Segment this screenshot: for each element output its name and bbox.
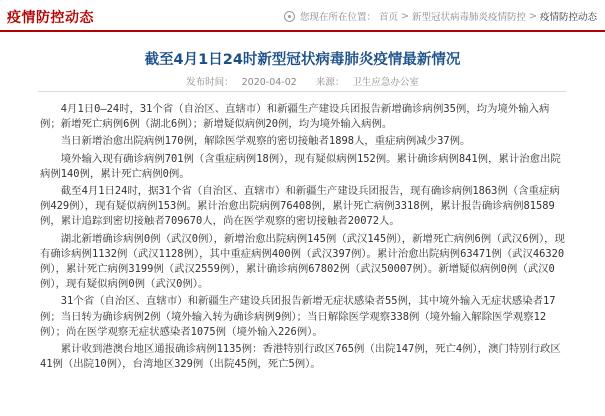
source-label: 来源：: [315, 77, 345, 88]
paragraph: 境外输入现有确诊病例701例（含重症病例18例），现有疑似病例152例。累计确诊病例841例，累计治愈出院病例140例，累计死亡病例0例。: [40, 152, 561, 180]
divider: [38, 91, 566, 92]
publish-date: 2020-04-02: [241, 77, 297, 88]
breadcrumb-home-link[interactable]: 首页: [379, 12, 399, 23]
breadcrumb-separator: >: [529, 10, 537, 22]
paragraph: 4月1日0—24时，31个省（自治区、直辖市）和新疆生产建设兵团报告新增确诊病例35例，均为境外输入病例；新增死亡病例6例（湖北6例）；新增疑似病例20例，均为境外输入病例。: [40, 103, 550, 131]
breadcrumb-current: 疫情防控动态: [539, 12, 597, 23]
breadcrumb-separator: >: [401, 10, 409, 22]
paragraph: 当日新增治愈出院病例170例，解除医学观察的密切接触者1898人，重症病例减少37例。: [60, 135, 471, 148]
article-meta: [0, 74, 605, 88]
location-icon: [284, 11, 295, 22]
publish-label: 发布时间：: [186, 77, 234, 88]
breadcrumb-prefix: 您现在所在位置：: [300, 12, 377, 23]
article-body: [40, 102, 568, 372]
breadcrumb-epidemic-link[interactable]: 新型冠状病毒肺炎疫情防控: [412, 12, 527, 23]
top-bar: [0, 0, 605, 32]
source-name: 卫生应急办公室: [352, 77, 419, 88]
paragraph: 截至4月1日24时，据31个省（自治区、直辖市）和新疆生产建设兵团报告，现有确诊病例1863例（含重症病例429例），现有疑似病例153例。累计治愈出院病例76408例，累计死亡病例3318例，累计报告确诊病例81589例，累计追踪到密切接触者709670人，尚在医学观察的密切接触者20072人。: [40, 185, 560, 228]
breadcrumb: [284, 9, 597, 23]
paragraph: 31个省（自治区、直辖市）和新疆生产建设兵团报告新增无症状感染者55例，其中境外输入无症状感染者17例；当日转为确诊病例2例（境外输入转为确诊病例9例）；当日解除医学观察338例（境外输入解除医学观察12例）；尚在医学观察无症状感染者1075例（境外输入226例）。: [40, 295, 556, 338]
paragraph: 湖北新增确诊病例0例（武汉0例），新增治愈出院病例145例（武汉145例），新增死亡病例6例（武汉6例），现有确诊病例1132例（武汉1128例），其中重症病例400例（武汉397例）。累计治愈出院病例63471例（武汉46320例），累计死亡病例3199例（武汉2559例），累计确诊病例67802例（武汉50007例）。新增疑似病例0例（武汉0例），现有疑似病例0例（武汉0例）。: [40, 232, 565, 291]
article-title: 截至4月1日24时新型冠状病毒肺炎疫情最新情况: [144, 52, 461, 68]
section-title: 疫情防控动态: [7, 10, 94, 26]
paragraph: 累计收到港澳台地区通报确诊病例1135例：香港特别行政区765例（出院147例，死亡4例），澳门特别行政区41例（出院10例），台湾地区329例（出院45例，死亡5例）。: [40, 343, 561, 371]
